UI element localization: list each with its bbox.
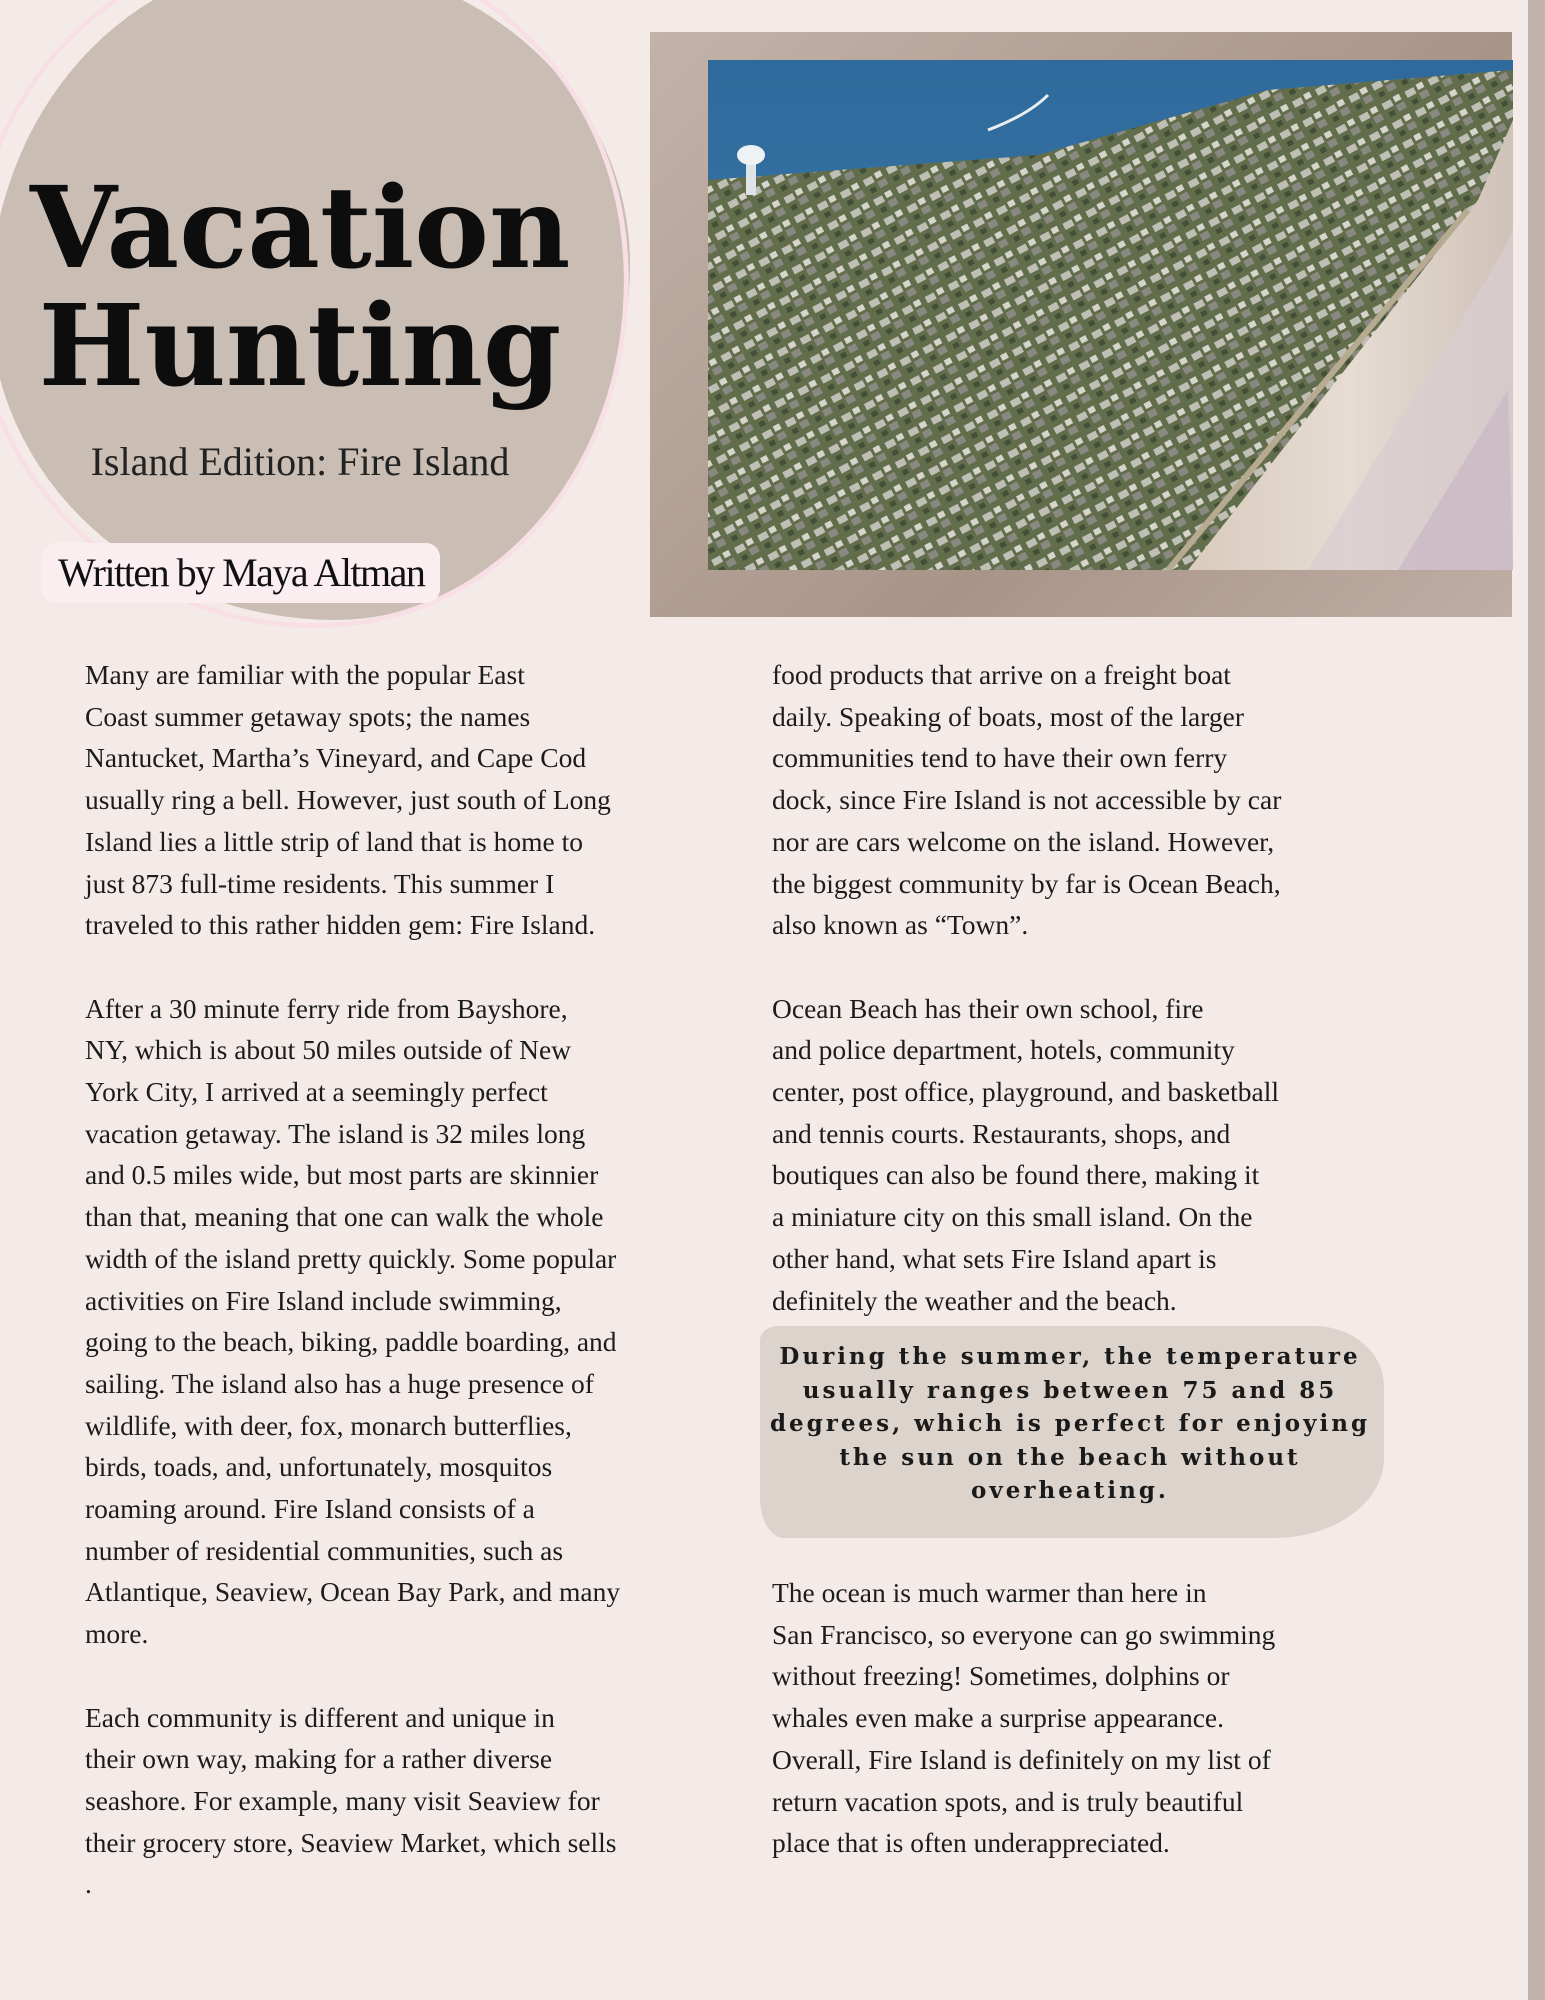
article-closing-column — [772, 1572, 1372, 1864]
paragraph-ocean-beach: Ocean Beach has their own school, fire and police department, hotels, community center, post office, playground, and basketball and tennis courts. Restaurants, shops, and boutiques can also be found there, making it a miniature city on this small island. On the other hand, what sets Fire Island apart is definitely the weather and the beach. — [772, 992, 1279, 1316]
paragraph-intro: Many are familiar with the popular East Coast summer getaway spots; the names Nantucket, Martha’s Vineyard, and Cape Cod usually ring a bell. However, just south of Long Island lies a little strip of land that is home to just 873 full-time residents. This summer I traveled to this rather hidden gem: Fire Island. — [85, 659, 611, 941]
article-left-column — [85, 654, 695, 1905]
aerial-photo-illustration — [708, 60, 1513, 570]
pull-quote: During the summer, the temperature usually ranges between 75 and 85 degrees, which is perfect for enjoying the sun on the beach without overheating. — [769, 1343, 1371, 1504]
title-line-1: Vacation — [30, 163, 571, 294]
article-subtitle: Island Edition: Fire Island — [90, 439, 510, 484]
article-right-column — [772, 654, 1372, 1321]
page-edge-bar — [1528, 0, 1545, 2000]
aerial-photo-fire-island — [708, 60, 1513, 570]
paragraph-ferry-dock: food products that arrive on a freight boat daily. Speaking of boats, most of the larger communities tend to have their own ferry dock, since Fire Island is not accessible by car nor are cars welcome on the island. However, the biggest community by far is Ocean Beach, also known as “Town”. — [772, 659, 1282, 941]
title-line-2: Hunting — [38, 281, 562, 412]
article-title — [30, 163, 571, 412]
author-byline: Written by Maya Altman — [42, 543, 440, 603]
paragraph-closing: The ocean is much warmer than here in San Francisco, so everyone can go swimming without freezing! Sometimes, dolphins or whales even make a surprise appearance. Overall, Fire Island is definitely on my list of return vacation spots, and is truly beautiful place that is often underappreciated. — [772, 1577, 1276, 1859]
paragraph-communities: Each community is different and unique in their own way, making for a rather diverse seashore. For example, many visit Seaview for their grocery store, Seaview Market, which sells . — [85, 1701, 617, 1900]
paragraph-ferry: After a 30 minute ferry ride from Bayshore, NY, which is about 50 miles outside of New York City, I arrived at a seemingly perfect vacation getaway. The island is 32 miles long and 0.5 miles wide, but most parts are skinnier than that, meaning that one can walk the whole width of the island pretty quickly. Some popular activities on Fire Island include swimming, going to the beach, biking, paddle boarding, and sailing. The island also has a huge presence of wildlife, with deer, fox, monarch butterflies, birds, toads, and, unfortunately, mosquitos roaming around. Fire Island consists of a number of residential communities, such as Atlantique, Seaview, Ocean Bay Park, and many more. — [85, 992, 621, 1650]
